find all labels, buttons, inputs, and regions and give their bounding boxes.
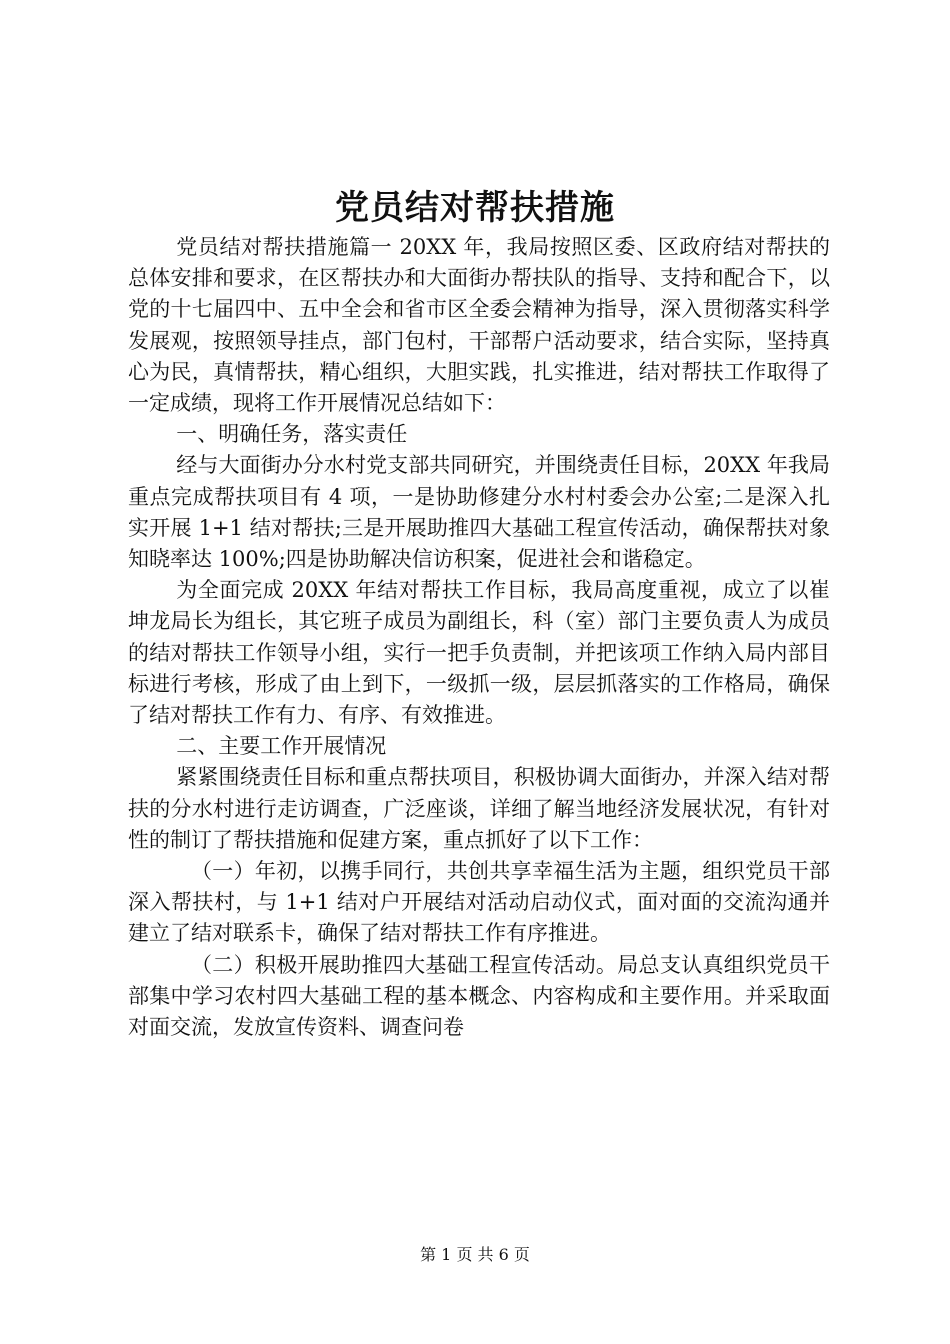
page-footer: 第 1 页 共 6 页 [420,1245,530,1264]
paragraph-work-overview: 紧紧围绕责任目标和重点帮扶项目，积极协调大面街办，并深入结对帮扶的分水村进行走访调查，广泛座谈，详细了解当地经济发展状况，有针对性的制订了帮扶措施和促建方案，重点抓好了以下工作： [128,765,830,852]
section-heading-2: 二、主要工作开展情况 [176,734,387,759]
document-body [128,232,830,1043]
paragraph-tasks: 经与大面街办分水村党支部共同研究，并围绕责任目标，20XX 年我局重点完成帮扶项目有 4 项，一是协助修建分水村村委会办公室;二是深入扎实开展 1+1 结对帮扶;三是开展助推四大基础工程宣传活动，确保帮扶对象知晓率达 100%;四是协助解决信访积案，促进社会和谐稳定。 [128,453,830,572]
paragraph-item-2: （二）积极开展助推四大基础工程宣传活动。局总支认真组织党员干部集中学习农村四大基础工程的基本概念、内容构成和主要作用。并采取面对面交流，发放宣传资料、调查问卷 [128,952,830,1040]
page-title: 党员结对帮扶措施 [335,188,615,228]
paragraph-intro: 党员结对帮扶措施篇一 20XX 年，我局按照区委、区政府结对帮扶的总体安排和要求，在区帮扶办和大面街办帮扶队的指导、支持和配合下，以党的十七届四中、五中全会和省市区全委会精神为指导，深入贯彻落实科学发展观，按照领导挂点，部门包村，干部帮户活动要求，结合实际，坚持真心为民，真情帮扶，精心组织，大胆实践，扎实推进，结对帮扶工作取得了一定成绩，现将工作开展情况总结如下： [128,235,830,416]
section-heading-1: 一、明确任务，落实责任 [176,422,408,447]
paragraph-leadership: 为全面完成 20XX 年结对帮扶工作目标，我局高度重视，成立了以崔坤龙局长为组长，其它班子成员为副组长，科（室）部门主要负责人为成员的结对帮扶工作领导小组，实行一把手负责制，并把该项工作纳入局内部目标进行考核，形成了由上到下，一级抓一级，层层抓落实的工作格局，确保了结对帮扶工作有力、有序、有效推进。 [128,578,830,728]
paragraph-item-1: （一）年初，以携手同行，共创共享幸福生活为主题，组织党员干部深入帮扶村，与 1+1 结对户开展结对活动启动仪式，面对面的交流沟通并建立了结对联系卡，确保了结对帮扶工作有序推进。 [128,859,830,946]
